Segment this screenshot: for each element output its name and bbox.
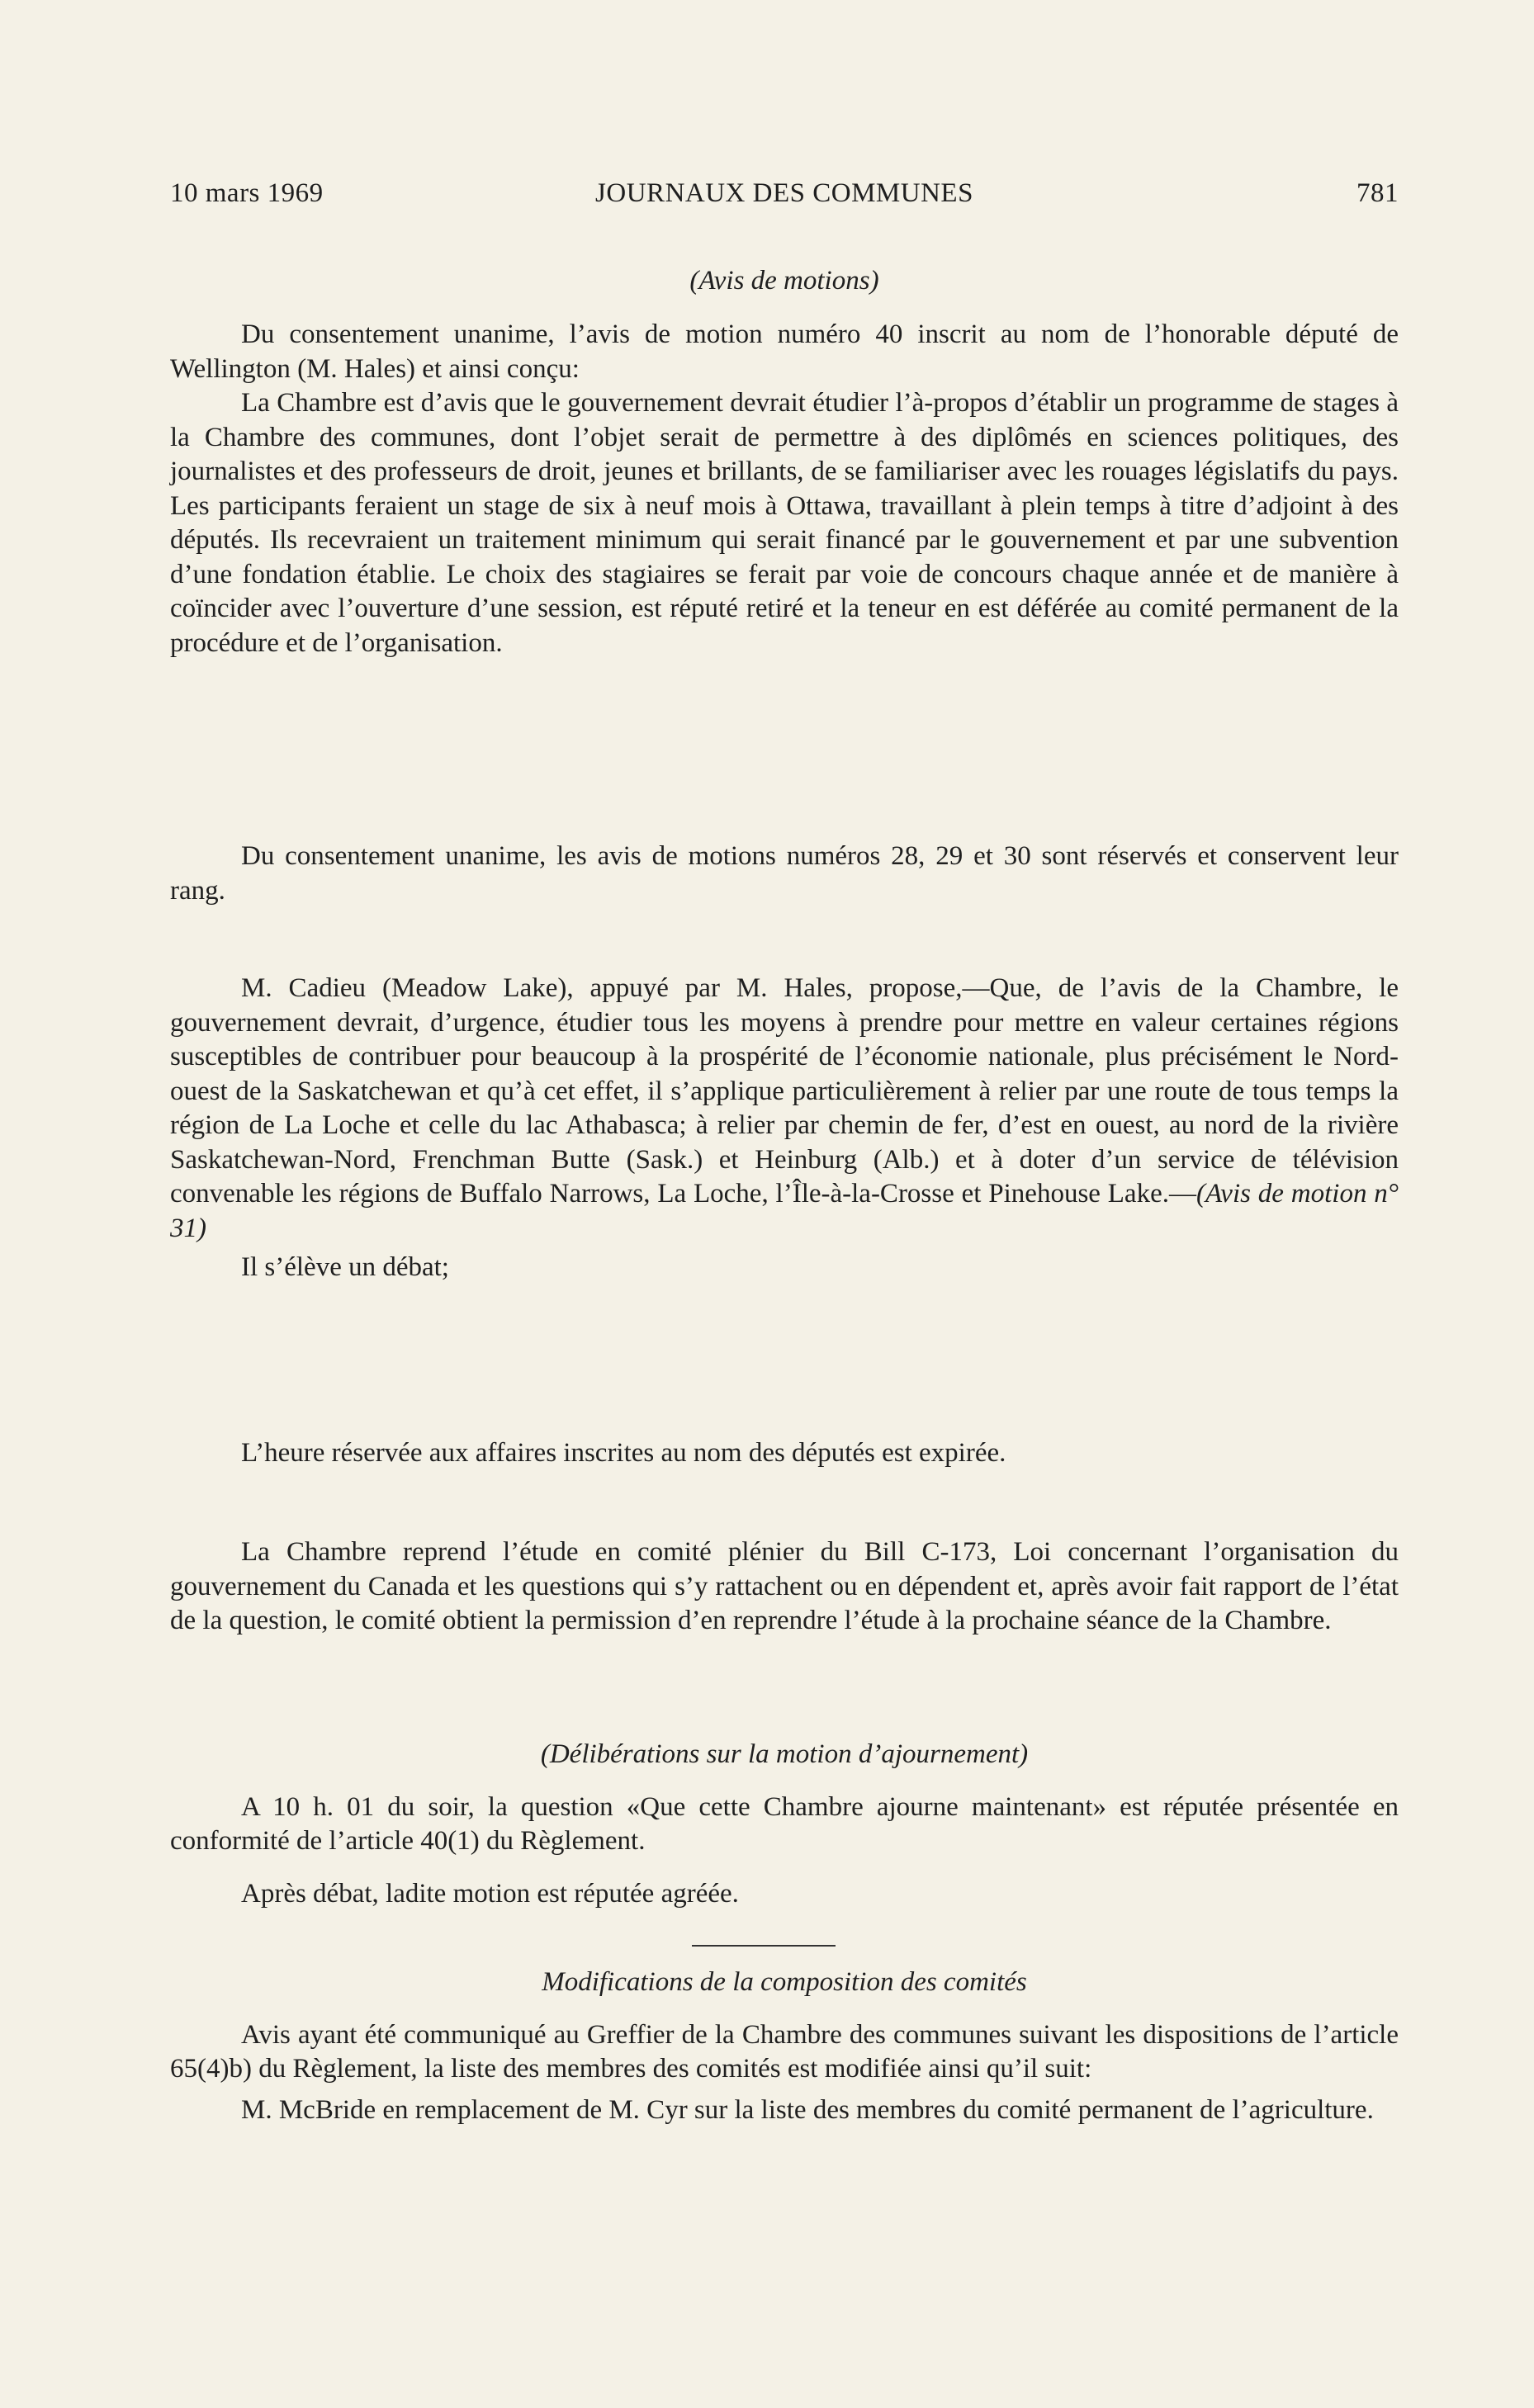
paragraph-mcbride: M. McBride en remplacement de M. Cyr sur la liste des membres du comité permanent de l’agriculture.: [241, 2094, 1374, 2125]
paragraph-avis-greffier: Avis ayant été communiqué au Greffier de la Chambre des communes suivant les dispositions de l’article 65(4)b) du Règlement, la liste des membres des comités est modifiée ainsi qu’il suit:: [170, 2019, 1399, 2084]
paragraph-heure-expiree: L’heure réservée aux affaires inscrites au nom des députés est expirée.: [241, 1438, 1006, 1468]
paragraph-cadieu-motion: [170, 972, 1399, 1246]
paragraph-debat: Il s’élève un débat;: [241, 1252, 449, 1282]
paragraph-ajournement: A 10 h. 01 du soir, la question «Que cette Chambre ajourne maintenant» est réputée présentée en conformité de l’article 40(1) du Règlement.: [170, 1791, 1399, 1856]
cadieu-motion-text: M. Cadieu (Meadow Lake), appuyé par M. Hales, propose,—Que, de l’avis de la Chambre, le gouvernement devrait, d’urgence, étudier tous les moyens à prendre pour mettre en valeur certaines régions susceptibles de contribuer pour beaucoup à la prospérité de l’économie nationale, plus précisément le Nord-ouest de la Saskatchewan et qu’à cet effet, il s’applique particulièrement à relier par une route de tous temps la région de La Loche et celle du lac Athabasca; à relier par chemin de fer, d’est en ouest, au nord de la rivière Saskatchewan-Nord, Frenchman Butte (Sask.) et Heinburg (Alb.) et à doter d’un service de télévision convenable les régions de Buffalo Narrows, La Loche, l’Île-à-la-Crosse et Pinehouse Lake.—: [170, 973, 1399, 1209]
header-title: JOURNAUX DES COMMUNES: [595, 178, 973, 208]
paragraph-motion-text: La Chambre est d’avis que le gouvernement devrait étudier l’à-propos d’établir un programme de stages à la Chambre des communes, dont l’objet serait de permettre à des diplômés en sciences politiques, des journalistes et des professeurs de droit, jeunes et brillants, de se familiariser avec les rouages législatifs du pays. Les participants feraient un stage de six à neuf mois à Ottawa, travaillant à plein temps à titre d’adjoint à des députés. Ils recevraient un traitement minimum qui serait financé par le gouvernement et par une subvention d’une fondation établie. Le choix des stagiaires se ferait par voie de concours chaque année et de manière à coïncider avec l’ouverture d’une session, est réputé retiré et la teneur en est déférée au comité permanent de la procédure et de l’organisation.: [170, 388, 1399, 658]
section-avis: [170, 264, 1399, 299]
paragraph-consentement-40: Du consentement unanime, l’avis de motion numéro 40 inscrit au nom de l’honorable député de Wellington (M. Hales) et ainsi conçu:: [170, 319, 1399, 384]
paragraph-reserves: Du consentement unanime, les avis de motions numéros 28, 29 et 30 sont réservés et conservent leur rang.: [170, 841, 1399, 906]
cadieu-block: [170, 972, 1399, 1285]
page-number: 781: [1356, 178, 1399, 208]
avis-heading: (Avis de motions): [689, 266, 879, 296]
motion-reference: (Avis de motion n° 31): [170, 1179, 1399, 1243]
header-date: 10 mars 1969: [170, 178, 324, 208]
section-divider: [692, 1945, 836, 1947]
heure-block: [170, 1436, 1399, 1471]
paragraph-motion-agreee: Après débat, ladite motion est réputée agréée.: [241, 1878, 739, 1909]
bill-block: [170, 1535, 1399, 1639]
reserve-block: [170, 840, 1399, 908]
deliberations-block: [170, 1738, 1399, 1911]
modifications-block: [170, 1966, 1399, 2127]
paragraph-bill-c173: La Chambre reprend l’étude en comité plénier du Bill C-173, Loi concernant l’organisation du gouvernement du Canada et les questions qui s’y rattachent ou en dépendent et, après avoir fait rapport de l’état de la question, le comité obtient la permission d’en reprendre l’étude à la prochaine séance de la Chambre.: [170, 1537, 1399, 1635]
avis-block: [170, 318, 1399, 660]
deliberations-heading: (Délibérations sur la motion d’ajournement): [540, 1739, 1029, 1769]
modifications-heading: Modifications de la composition des comités: [542, 1967, 1027, 1997]
